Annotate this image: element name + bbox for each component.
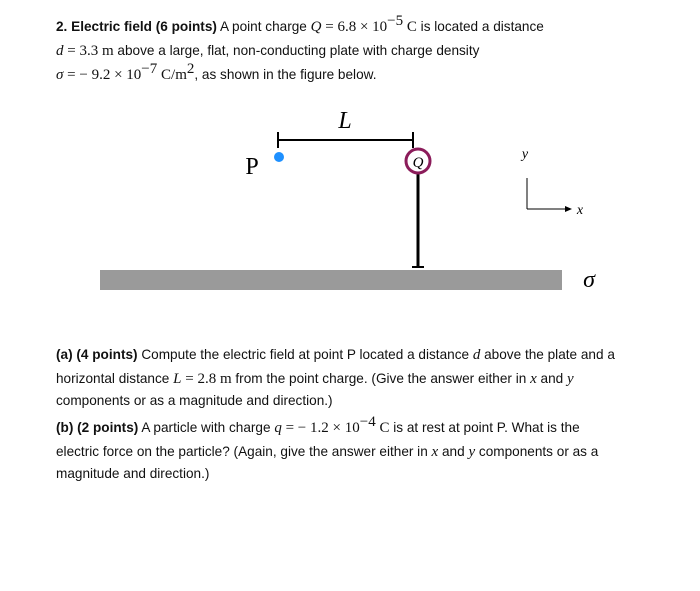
charge-Q-unit: C [403,19,417,35]
problem-intro-3: above a large, flat, non-conducting plate with charge density [117,43,480,58]
part-b-line-3 [56,464,209,484]
part-b-line-1 [56,414,580,438]
point-P-label: P [245,154,259,180]
part-a-text-4: from the point charge. (Give the answer either in [235,371,527,386]
point-P-dot [274,152,284,162]
L-label: L [338,108,352,134]
part-a-label: (a) (4 points) [56,347,138,362]
part-b-line-2 [56,442,598,462]
part-a-line-3 [56,391,333,411]
charge-Q-exponent: −5 [387,13,404,29]
part-b-text-1: A particle with charge [141,420,271,435]
problem-intro-2: is located a distance [420,19,544,34]
part-a-text-1: Compute the electric field at point P located a distance [141,347,470,362]
part-a-text-5: and [540,371,564,386]
charge-Q-symbol: Q [310,19,322,35]
part-a-line-1 [56,345,615,365]
charged-plate [100,270,562,290]
distance-d-symbol: d [56,43,64,59]
problem-intro-4: , as shown in the figure below. [194,67,377,82]
sigma-value: = − 9.2 × 10 [63,67,142,83]
part-b-text-5: components or as a [478,444,599,459]
plate-sigma-label: σ [583,267,595,293]
sigma-unit: C/m [157,67,187,83]
part-a-text-6: components or as a magnitude and direction.) [56,393,333,408]
part-b-q-unit: C [375,420,390,436]
part-b-q-exponent: −4 [359,414,376,430]
part-a-x-symbol: x [530,371,537,387]
part-a-text-3: horizontal distance [56,371,170,386]
x-axis-label: x [576,203,584,218]
charge-Q-value: = 6.8 × 10 [321,19,388,35]
part-a-L-value: = 2.8 m [181,371,232,387]
part-b-x-symbol: x [431,444,439,460]
x-axis-arrowhead [565,206,572,212]
sigma-symbol: σ [56,67,64,83]
part-b-text-3: electric force on the particle? (Again, give the answer either in [56,444,428,459]
part-b-text-4: and [442,444,465,459]
part-a-line-2 [56,369,574,389]
part-b-text-2: is at rest at point P. What is the [393,420,580,435]
part-b-label: (b) (2 points) [56,420,139,435]
part-b-y-symbol: y [468,444,476,460]
problem-intro-1: A point charge [219,19,307,34]
part-a-text-2: above the plate and a [484,347,615,362]
part-a-y-symbol: y [567,371,574,387]
problem-number: 2. [56,19,68,34]
y-axis-label: y [521,147,529,162]
sigma-unit-exponent: 2 [186,61,195,77]
part-b-text-6: magnitude and direction.) [56,466,210,481]
part-b-q-value: = − 1.2 × 10 [281,420,360,436]
part-a-d-symbol: d [472,347,481,363]
part-a-L-symbol: L [173,371,182,387]
distance-d-value: = 3.3 m [63,43,114,59]
charge-Q-label: Q [412,155,424,171]
problem-title: Electric field (6 points) [71,19,217,34]
part-b-q-symbol: q [274,420,282,436]
sigma-exponent: −7 [141,61,158,77]
